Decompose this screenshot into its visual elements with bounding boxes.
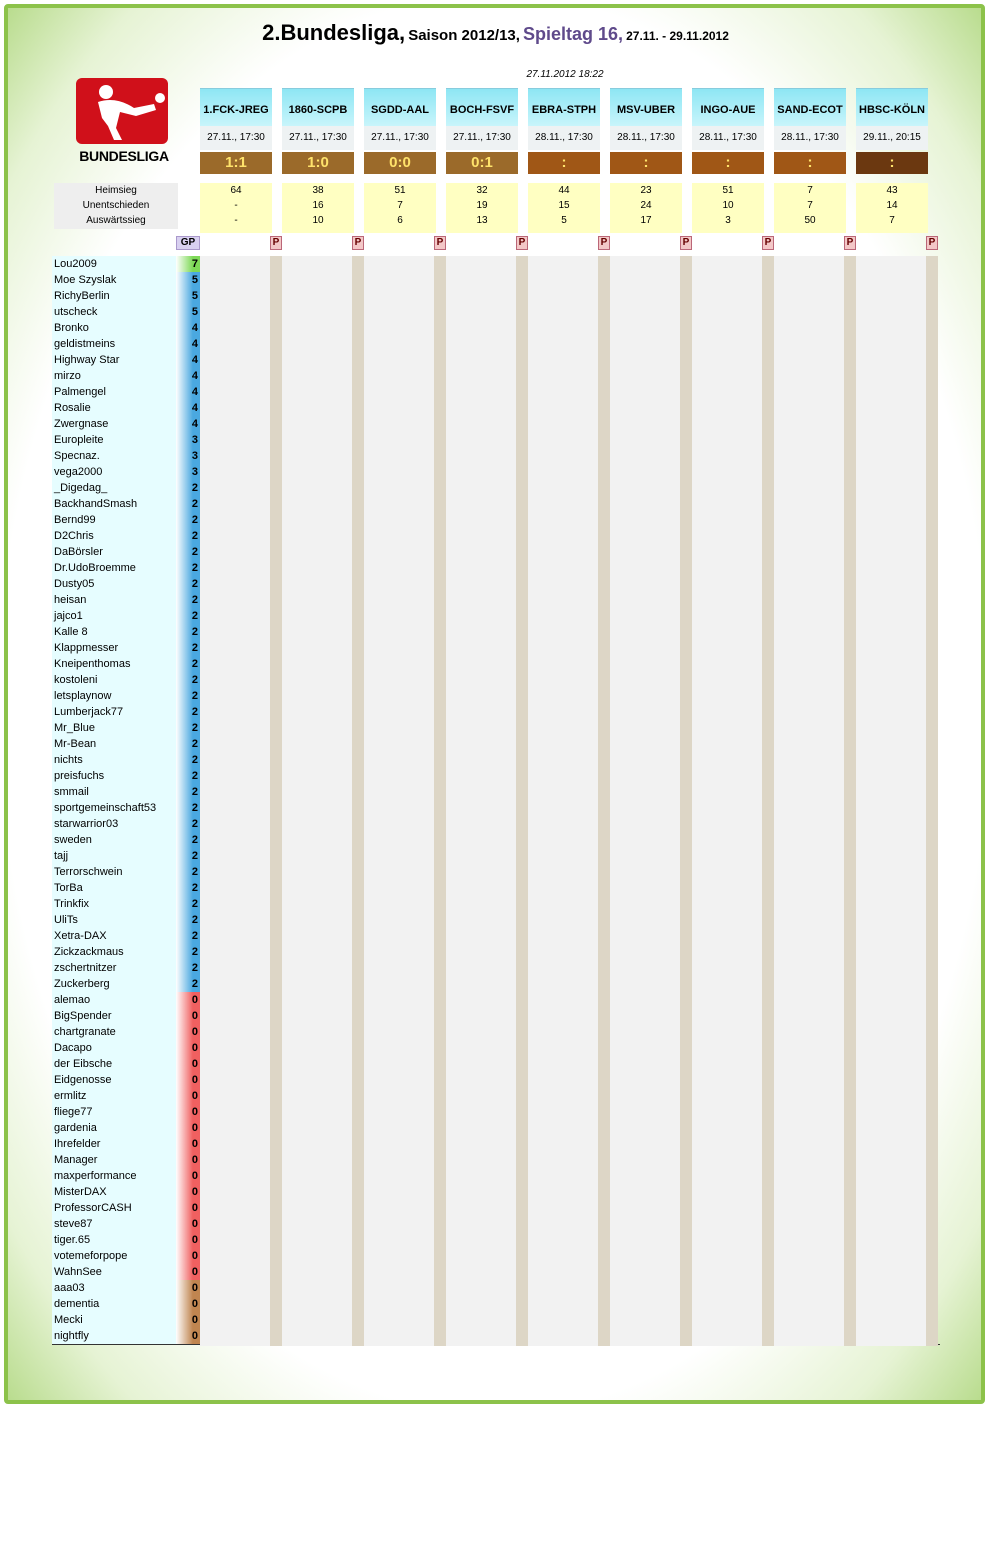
player-points: 2 <box>176 736 200 752</box>
player-points: 2 <box>176 560 200 576</box>
match-stat-value: 7 <box>807 200 813 211</box>
player-points: 2 <box>176 720 200 736</box>
points-column-background <box>680 256 692 1346</box>
title-season: Saison 2012/13, <box>408 27 520 44</box>
player-points: 2 <box>176 512 200 528</box>
player-name[interactable]: steve87 <box>52 1216 176 1232</box>
player-points: 2 <box>176 944 200 960</box>
player-name[interactable]: Dacapo <box>52 1040 176 1056</box>
match-stats <box>528 183 600 233</box>
column-background <box>446 256 518 1346</box>
points-header: P <box>270 236 282 250</box>
player-name[interactable]: Dr.UdoBroemme <box>52 560 176 576</box>
player-points: 0 <box>176 1328 200 1344</box>
stat-label-away: Auswärtssieg <box>86 215 146 226</box>
player-name[interactable]: tiger.65 <box>52 1232 176 1248</box>
match-stat-value: 51 <box>722 185 734 196</box>
player-points: 2 <box>176 800 200 816</box>
bundesliga-logo <box>74 78 174 166</box>
player-name[interactable]: Palmengel <box>52 384 176 400</box>
match-stat-value: 7 <box>397 200 403 211</box>
column-background <box>610 256 682 1346</box>
player-name[interactable]: chartgranate <box>52 1024 176 1040</box>
player-name[interactable]: Lou2009 <box>52 256 176 272</box>
match-teams: SGDD-AAL <box>364 88 436 126</box>
match-date: 28.11., 17:30 <box>692 126 764 150</box>
player-points: 0 <box>176 1264 200 1280</box>
player-points: 2 <box>176 880 200 896</box>
match-date: 29.11., 20:15 <box>856 126 928 150</box>
player-name[interactable]: dementia <box>52 1296 176 1312</box>
player-points: 0 <box>176 1168 200 1184</box>
match-stats <box>200 183 272 233</box>
match-stat-value: 32 <box>476 185 488 196</box>
stat-labels <box>54 183 178 229</box>
player-name[interactable]: preisfuchs <box>52 768 176 784</box>
match-stats <box>692 183 764 233</box>
player-points: 2 <box>176 640 200 656</box>
match-header <box>692 88 764 174</box>
player-points: 2 <box>176 480 200 496</box>
player-name[interactable]: tajj <box>52 848 176 864</box>
match-date: 27.11., 17:30 <box>200 126 272 150</box>
player-name[interactable]: Dusty05 <box>52 576 176 592</box>
player-points: 2 <box>176 624 200 640</box>
column-background <box>200 256 272 1346</box>
player-points: 5 <box>176 288 200 304</box>
match-score: : <box>528 152 600 174</box>
match-score: : <box>610 152 682 174</box>
match-score: : <box>774 152 846 174</box>
player-name[interactable]: kostoleni <box>52 672 176 688</box>
player-points: 2 <box>176 704 200 720</box>
match-stat-value: 44 <box>558 185 570 196</box>
match-stat-value: 7 <box>889 215 895 226</box>
player-name[interactable]: ermlitz <box>52 1088 176 1104</box>
player-points: 2 <box>176 784 200 800</box>
player-points: 4 <box>176 400 200 416</box>
match-stat-value: 19 <box>476 200 488 211</box>
player-name[interactable]: fliege77 <box>52 1104 176 1120</box>
player-points: 2 <box>176 752 200 768</box>
match-header <box>446 88 518 174</box>
player-name[interactable]: RichyBerlin <box>52 288 176 304</box>
player-name[interactable]: Kneipenthomas <box>52 656 176 672</box>
player-name[interactable]: Eidgenosse <box>52 1072 176 1088</box>
points-column-background <box>516 256 528 1346</box>
match-stat-value: 17 <box>640 215 652 226</box>
player-name[interactable]: TorBa <box>52 880 176 896</box>
match-stat-value: 3 <box>725 215 731 226</box>
player-points: 4 <box>176 416 200 432</box>
player-points: 0 <box>176 1152 200 1168</box>
player-name[interactable]: Klappmesser <box>52 640 176 656</box>
player-points: 7 <box>176 256 200 272</box>
player-name[interactable]: UliTs <box>52 912 176 928</box>
timestamp: 27.11.2012 18:22 <box>526 69 604 80</box>
match-score: : <box>856 152 928 174</box>
player-name[interactable]: starwarrior03 <box>52 816 176 832</box>
match-teams: INGO-AUE <box>692 88 764 126</box>
points-column-background <box>270 256 282 1346</box>
match-teams: 1.FCK-JREG <box>200 88 272 126</box>
match-stat-value: 23 <box>640 185 652 196</box>
match-header <box>610 88 682 174</box>
player-name[interactable]: nichts <box>52 752 176 768</box>
match-stat-value: - <box>234 215 238 226</box>
player-name[interactable]: votemeforpope <box>52 1248 176 1264</box>
player-points: 0 <box>176 1280 200 1296</box>
match-stat-value: 38 <box>312 185 324 196</box>
match-stats <box>774 183 846 233</box>
points-header: P <box>680 236 692 250</box>
match-score: 1:0 <box>282 152 354 174</box>
player-name[interactable]: Zuckerberg <box>52 976 176 992</box>
column-background <box>856 256 928 1346</box>
player-points: 0 <box>176 992 200 1008</box>
match-stat-value: 7 <box>807 185 813 196</box>
match-stat-value: 14 <box>886 200 898 211</box>
column-background <box>528 256 600 1346</box>
player-name[interactable]: letsplaynow <box>52 688 176 704</box>
match-header <box>774 88 846 174</box>
gp-header: GP <box>176 236 200 250</box>
player-points: 0 <box>176 1088 200 1104</box>
player-name[interactable]: sportgemeinschaft53 <box>52 800 176 816</box>
player-points: 2 <box>176 864 200 880</box>
player-name[interactable]: Ihrefelder <box>52 1136 176 1152</box>
player-points: 4 <box>176 368 200 384</box>
player-name[interactable]: nightfly <box>52 1328 176 1344</box>
column-background <box>774 256 846 1346</box>
title-league: 2.Bundesliga, <box>262 20 406 45</box>
points-column-background <box>352 256 364 1346</box>
player-points: 5 <box>176 272 200 288</box>
match-date: 27.11., 17:30 <box>446 126 518 150</box>
player-points: 2 <box>176 976 200 992</box>
player-points: 0 <box>176 1072 200 1088</box>
match-teams: HBSC-KÖLN <box>856 88 928 126</box>
player-points: 2 <box>176 688 200 704</box>
player-name[interactable]: MisterDAX <box>52 1184 176 1200</box>
player-points: 3 <box>176 432 200 448</box>
player-name[interactable]: vega2000 <box>52 464 176 480</box>
player-name[interactable]: Rosalie <box>52 400 176 416</box>
title-dates: 27.11. - 29.11.2012 <box>626 29 729 43</box>
points-header: P <box>598 236 610 250</box>
match-teams: 1860-SCPB <box>282 88 354 126</box>
player-points: 2 <box>176 608 200 624</box>
points-header: P <box>352 236 364 250</box>
player-points: 2 <box>176 672 200 688</box>
player-name[interactable]: mirzo <box>52 368 176 384</box>
match-stat-value: 64 <box>230 185 242 196</box>
points-column-background <box>434 256 446 1346</box>
match-stat-value: 6 <box>397 215 403 226</box>
match-score: : <box>692 152 764 174</box>
match-date: 27.11., 17:30 <box>282 126 354 150</box>
match-header <box>856 88 928 174</box>
player-points: 0 <box>176 1104 200 1120</box>
player-name[interactable]: Zwergnase <box>52 416 176 432</box>
player-points: 0 <box>176 1200 200 1216</box>
stat-label-draw: Unentschieden <box>82 200 150 211</box>
player-points: 3 <box>176 448 200 464</box>
player-points: 2 <box>176 544 200 560</box>
player-points: 3 <box>176 464 200 480</box>
player-name[interactable]: Europleite <box>52 432 176 448</box>
player-points: 0 <box>176 1312 200 1328</box>
player-name[interactable]: zschertnitzer <box>52 960 176 976</box>
player-name[interactable]: maxperformance <box>52 1168 176 1184</box>
match-teams: SAND-ECOT <box>774 88 846 126</box>
column-background <box>282 256 354 1346</box>
match-teams: MSV-UBER <box>610 88 682 126</box>
match-header <box>364 88 436 174</box>
points-header: P <box>516 236 528 250</box>
player-name[interactable]: smmail <box>52 784 176 800</box>
player-points: 5 <box>176 304 200 320</box>
player-name[interactable]: gardenia <box>52 1120 176 1136</box>
match-stat-value: 13 <box>476 215 488 226</box>
player-name[interactable]: _Digedag_ <box>52 480 176 496</box>
match-stats <box>364 183 436 233</box>
player-name[interactable]: BigSpender <box>52 1008 176 1024</box>
points-column-background <box>598 256 610 1346</box>
player-points: 0 <box>176 1296 200 1312</box>
match-header <box>528 88 600 174</box>
points-column-background <box>844 256 856 1346</box>
player-name[interactable]: der Eibsche <box>52 1056 176 1072</box>
player-points: 0 <box>176 1136 200 1152</box>
match-stat-value: - <box>234 200 238 211</box>
player-points: 0 <box>176 1120 200 1136</box>
page-title <box>0 20 991 46</box>
player-name[interactable]: sweden <box>52 832 176 848</box>
player-name[interactable]: alemao <box>52 992 176 1008</box>
player-name[interactable]: Kalle 8 <box>52 624 176 640</box>
match-stat-value: 10 <box>312 215 324 226</box>
player-name[interactable]: DaBörsler <box>52 544 176 560</box>
player-points: 0 <box>176 1024 200 1040</box>
points-header: P <box>844 236 856 250</box>
player-name[interactable]: Bronko <box>52 320 176 336</box>
match-stats <box>610 183 682 233</box>
player-points: 0 <box>176 1248 200 1264</box>
match-stat-value: 50 <box>804 215 816 226</box>
player-points: 2 <box>176 592 200 608</box>
player-name[interactable]: utscheck <box>52 304 176 320</box>
player-points: 4 <box>176 352 200 368</box>
match-header <box>282 88 354 174</box>
player-points: 0 <box>176 1056 200 1072</box>
match-teams: EBRA-STPH <box>528 88 600 126</box>
match-stat-value: 10 <box>722 200 734 211</box>
match-score: 0:1 <box>446 152 518 174</box>
match-date: 28.11., 17:30 <box>774 126 846 150</box>
player-name[interactable]: D2Chris <box>52 528 176 544</box>
points-column-background <box>762 256 774 1346</box>
player-name[interactable]: Mr_Blue <box>52 720 176 736</box>
player-name[interactable]: geldistmeins <box>52 336 176 352</box>
player-points: 0 <box>176 1008 200 1024</box>
match-stats <box>282 183 354 233</box>
player-points: 2 <box>176 816 200 832</box>
player-name[interactable]: heisan <box>52 592 176 608</box>
match-stat-value: 16 <box>312 200 324 211</box>
player-points: 2 <box>176 576 200 592</box>
player-points: 2 <box>176 912 200 928</box>
stat-label-home: Heimsieg <box>95 185 137 196</box>
match-date: 28.11., 17:30 <box>610 126 682 150</box>
player-points: 2 <box>176 768 200 784</box>
player-points: 4 <box>176 384 200 400</box>
player-name[interactable]: Mr-Bean <box>52 736 176 752</box>
column-background <box>364 256 436 1346</box>
player-points: 2 <box>176 848 200 864</box>
player-name[interactable]: ProfessorCASH <box>52 1200 176 1216</box>
player-name[interactable]: Moe Szyslak <box>52 272 176 288</box>
player-points: 0 <box>176 1040 200 1056</box>
match-stat-value: 51 <box>394 185 406 196</box>
match-stats <box>856 183 928 233</box>
player-points: 4 <box>176 320 200 336</box>
player-name[interactable]: WahnSee <box>52 1264 176 1280</box>
player-name[interactable]: Mecki <box>52 1312 176 1328</box>
match-date: 28.11., 17:30 <box>528 126 600 150</box>
match-score: 1:1 <box>200 152 272 174</box>
player-name[interactable]: Xetra-DAX <box>52 928 176 944</box>
logo-text: BUNDESLIGA <box>79 148 169 164</box>
player-name[interactable]: Manager <box>52 1152 176 1168</box>
player-name[interactable]: BackhandSmash <box>52 496 176 512</box>
player-points: 2 <box>176 496 200 512</box>
match-teams: BOCH-FSVF <box>446 88 518 126</box>
player-points: 2 <box>176 928 200 944</box>
player-name[interactable]: Terrorschwein <box>52 864 176 880</box>
match-stat-value: 43 <box>886 185 898 196</box>
player-silhouette-icon <box>76 78 168 144</box>
player-points: 0 <box>176 1184 200 1200</box>
player-points: 2 <box>176 960 200 976</box>
player-points: 2 <box>176 528 200 544</box>
match-header <box>200 88 272 174</box>
match-stats <box>446 183 518 233</box>
player-name[interactable]: Lumberjack77 <box>52 704 176 720</box>
title-spieltag: Spieltag 16, <box>523 24 624 44</box>
match-stat-value: 5 <box>561 215 567 226</box>
player-points: 0 <box>176 1216 200 1232</box>
player-points: 4 <box>176 336 200 352</box>
points-header: P <box>762 236 774 250</box>
player-name[interactable]: Bernd99 <box>52 512 176 528</box>
player-name[interactable]: Zickzackmaus <box>52 944 176 960</box>
player-name[interactable]: Trinkfix <box>52 896 176 912</box>
match-date: 27.11., 17:30 <box>364 126 436 150</box>
player-points: 2 <box>176 832 200 848</box>
player-points: 2 <box>176 896 200 912</box>
match-score: 0:0 <box>364 152 436 174</box>
points-column-background <box>926 256 938 1346</box>
points-header: P <box>926 236 938 250</box>
player-name[interactable]: jajco1 <box>52 608 176 624</box>
points-header: P <box>434 236 446 250</box>
player-name[interactable]: Specnaz. <box>52 448 176 464</box>
column-background <box>692 256 764 1346</box>
player-name[interactable]: aaa03 <box>52 1280 176 1296</box>
match-stat-value: 15 <box>558 200 570 211</box>
player-name[interactable]: Highway Star <box>52 352 176 368</box>
match-stat-value: 24 <box>640 200 652 211</box>
player-points: 2 <box>176 656 200 672</box>
player-points: 0 <box>176 1232 200 1248</box>
